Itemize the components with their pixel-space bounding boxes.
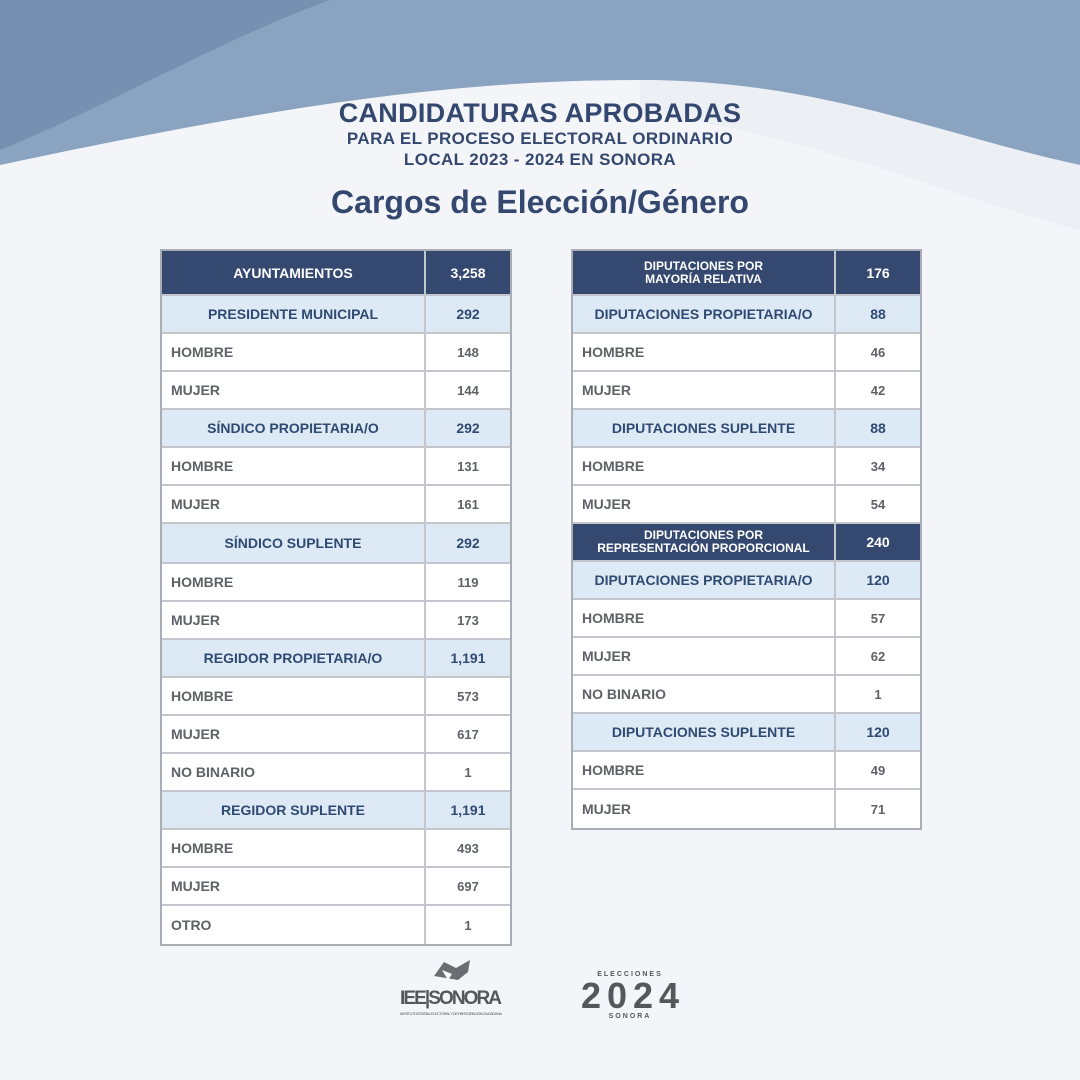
row-label: REGIDOR SUPLENTE [162, 792, 426, 828]
table-row-no-binario [573, 676, 920, 714]
row-value: 71 [870, 801, 886, 817]
table-row-mujer [162, 372, 510, 410]
row-value: 161 [457, 496, 479, 512]
row-label: DIPUTACIONES SUPLENTE [573, 410, 836, 446]
table-row-hombre [573, 334, 920, 372]
row-label: HOMBRE [573, 334, 836, 370]
row-label: MUJER [162, 486, 426, 522]
row-value: 148 [457, 344, 479, 360]
row-value: 57 [870, 610, 886, 626]
svg-text:IEE|SONORA: IEE|SONORA [400, 988, 502, 1009]
row-label: HOMBRE [162, 678, 426, 714]
row-value: 144 [457, 382, 479, 398]
row-label: NO BINARIO [573, 676, 836, 712]
iee-sonora-logo [398, 958, 504, 1018]
table-row-mujer [573, 486, 920, 524]
row-label: MUJER [162, 602, 426, 638]
row-label: DIPUTACIONES PROPIETARIA/O [573, 296, 836, 332]
row-label: MUJER [573, 486, 836, 522]
row-value: 88 [870, 306, 886, 322]
row-label: PRESIDENTE MUNICIPAL [162, 296, 426, 332]
table-section-regidor-suplente [162, 792, 510, 830]
table-row-hombre [162, 334, 510, 372]
row-label: DIPUTACIONES SUPLENTE [573, 714, 836, 750]
row-value: 1 [464, 917, 472, 933]
table-section-diputaciones-propietaria-o [573, 562, 920, 600]
row-value: 173 [457, 612, 479, 628]
table-section-diputaciones-suplente [573, 714, 920, 752]
elecciones-2024-logo [578, 968, 682, 1020]
svg-text:INSTITUTO ESTATAL ELECTORAL Y: INSTITUTO ESTATAL ELECTORAL Y DE PARTICIPACIÓN CIUDADANA [400, 1011, 502, 1016]
row-value: 697 [457, 878, 479, 894]
table-row-otro [162, 906, 510, 944]
row-value: 62 [870, 648, 886, 664]
table-row-hombre [573, 600, 920, 638]
row-value: 3,258 [450, 264, 486, 281]
row-value: 49 [870, 762, 886, 778]
row-label: MUJER [573, 372, 836, 408]
table-section-diputaciones-propietaria-o [573, 296, 920, 334]
row-value: 176 [866, 264, 890, 281]
row-label: HOMBRE [162, 334, 426, 370]
row-value: 617 [457, 726, 479, 742]
row-label: HOMBRE [573, 752, 836, 788]
table-section-diputaciones-por-mayoria-relativa [573, 251, 920, 296]
row-value: 493 [457, 840, 479, 856]
row-value: 34 [870, 458, 886, 474]
ayuntamientos-table [160, 249, 512, 946]
table-row-hombre [573, 448, 920, 486]
row-value: 54 [870, 496, 886, 512]
row-value: 42 [870, 382, 886, 398]
row-label: HOMBRE [162, 448, 426, 484]
row-label: SÍNDICO PROPIETARIA/O [162, 410, 426, 446]
row-label: OTRO [162, 906, 426, 944]
table-row-mujer [573, 372, 920, 410]
row-value: 240 [866, 534, 890, 550]
table-row-hombre [162, 830, 510, 868]
table-row-hombre [162, 678, 510, 716]
row-label: DIPUTACIONES POR MAYORÍA RELATIVA [573, 251, 836, 294]
page-subtitle-2: LOCAL 2023 - 2024 EN SONORA [403, 150, 677, 169]
row-label: DIPUTACIONES PROPIETARIA/O [573, 562, 836, 598]
row-label: MUJER [573, 790, 836, 828]
row-label: MUJER [162, 372, 426, 408]
table-row-mujer [162, 868, 510, 906]
svg-text:2024: 2024 [581, 975, 679, 1016]
row-label: MUJER [162, 716, 426, 752]
row-value: 120 [866, 724, 890, 740]
table-section-sindico-suplente [162, 524, 510, 564]
row-label: MUJER [573, 638, 836, 674]
table-row-hombre [573, 752, 920, 790]
table-row-mujer [162, 486, 510, 524]
row-label: MUJER [162, 868, 426, 904]
row-value: 120 [866, 572, 890, 588]
page-subtitle: PARA EL PROCESO ELECTORAL ORDINARIO [346, 129, 734, 148]
row-label: NO BINARIO [162, 754, 426, 790]
table-row-hombre [162, 448, 510, 486]
row-value: 46 [870, 344, 886, 360]
table-row-no-binario [162, 754, 510, 792]
row-label: HOMBRE [162, 564, 426, 600]
table-row-mujer [162, 716, 510, 754]
table-section-regidor-propietaria-o [162, 640, 510, 678]
row-value: 88 [870, 420, 886, 436]
row-value: 292 [456, 306, 480, 322]
row-label: REGIDOR PROPIETARIA/O [162, 640, 426, 676]
table-row-mujer [573, 790, 920, 828]
row-value: 1 [464, 764, 472, 780]
table-section-ayuntamientos [162, 251, 510, 296]
section-heading: Cargos de Elección/Género [331, 184, 749, 220]
row-label: HOMBRE [162, 830, 426, 866]
row-value: 1,191 [450, 650, 486, 666]
table-section-diputaciones-por-representacion-proporcional [573, 524, 920, 562]
table-section-diputaciones-suplente [573, 410, 920, 448]
row-label: HOMBRE [573, 600, 836, 636]
row-value: 131 [457, 458, 479, 474]
table-row-hombre [162, 564, 510, 602]
svg-text:ELECCIONES: ELECCIONES [597, 971, 663, 978]
diputaciones-table [571, 249, 922, 830]
page-title: CANDIDATURAS APROBADAS [338, 98, 742, 128]
row-value: 573 [457, 688, 479, 704]
row-value: 119 [457, 574, 479, 590]
row-label: AYUNTAMIENTOS [162, 251, 426, 294]
row-value: 1 [874, 686, 882, 702]
row-label: DIPUTACIONES POR REPRESENTACIÓN PROPORCIONAL [573, 524, 836, 560]
row-value: 292 [456, 420, 480, 436]
row-value: 1,191 [450, 802, 486, 818]
svg-text:SONORA: SONORA [608, 1013, 652, 1020]
table-section-sindico-propietaria-o [162, 410, 510, 448]
row-value: 292 [456, 535, 480, 551]
row-label: SÍNDICO SUPLENTE [162, 524, 426, 562]
row-label: HOMBRE [573, 448, 836, 484]
table-row-mujer [573, 638, 920, 676]
table-row-mujer [162, 602, 510, 640]
table-section-presidente-municipal [162, 296, 510, 334]
